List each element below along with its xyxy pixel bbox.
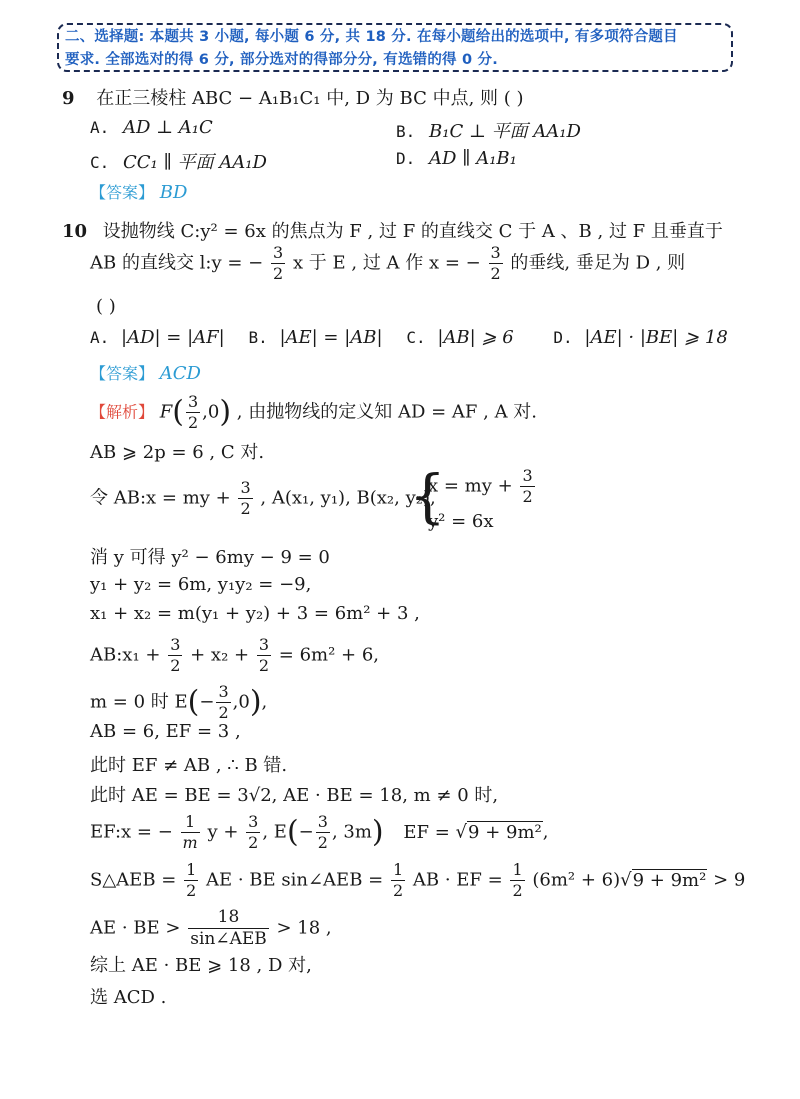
frac-3-2 [216, 684, 230, 721]
q10-stem-row-1 [62, 217, 723, 243]
frac-1-2 [391, 862, 405, 899]
q10-answer-row [90, 361, 201, 384]
q9-answer-label: 【答案】 [90, 183, 155, 202]
q10-opt-d-text: |AE| · |BE| ⩾ 18 [584, 327, 728, 348]
frac-3-2 [316, 814, 330, 851]
frac-3-2 [168, 637, 182, 674]
q10-opt-a-label: A. [90, 328, 110, 347]
analysis-line-14 [90, 909, 332, 948]
frac-num: 3 [273, 243, 284, 262]
s12-f: EF = [403, 821, 456, 843]
q10-opt-c-label: C. [406, 328, 426, 347]
q9-opt-c-text: CC₁ ∥ 平面 AA₁D [123, 152, 267, 173]
q9-opt-c-label: C. [90, 153, 110, 172]
q10-opt-b-text: |AE| = |AB| [279, 327, 383, 348]
frac-num: 18 [217, 907, 240, 927]
frac-den: 2 [522, 487, 533, 506]
s13-f: > 9 [713, 869, 746, 891]
q10-stem-row-2 [90, 245, 685, 282]
q9-option-a [90, 117, 213, 138]
analysis-line-7 [90, 637, 379, 674]
analysis-line-15: 综上 AE · BE ⩾ 18 , D 对, [90, 955, 312, 976]
s14-a: AE · BE > [90, 917, 181, 939]
q9-opt-a-label: A. [90, 118, 110, 137]
q9-opt-b-label: B. [396, 122, 416, 141]
system-brace: { [409, 462, 446, 530]
s1-zero: ,0 [202, 401, 220, 423]
frac-den: 2 [490, 264, 501, 283]
frac-3-2 [257, 637, 271, 674]
q9-option-d [396, 148, 517, 169]
s8-minus: − [199, 691, 215, 713]
frac-den: 2 [218, 703, 229, 722]
frac-den: 2 [273, 264, 284, 283]
frac-18-sin [188, 909, 269, 948]
q9-number: 9 [62, 88, 75, 109]
s12-b: y + [207, 821, 239, 843]
frac-den: 2 [240, 499, 251, 518]
frac-den: 2 [512, 881, 523, 900]
q10-stem-2a: AB 的直线交 l:y = − [90, 252, 264, 274]
s7-b: + x₂ + [190, 644, 250, 666]
q10-blank: ( ) [96, 296, 116, 317]
q10-stem-1: 设抛物线 C:y² = 6x 的焦点为 F , 过 F 的直线交 C 于 A 、B , 过 F 且垂直于 [102, 221, 723, 242]
s12-g: 9 + 9m² [468, 821, 542, 843]
frac-num: 3 [258, 635, 270, 654]
frac-num: 3 [522, 466, 533, 485]
frac-1-2 [184, 862, 198, 899]
s13-a: S△AEB = [90, 869, 177, 891]
frac-num: 3 [240, 478, 251, 497]
analysis-line-4: 消 y 可得 y² − 6my − 9 = 0 [90, 547, 330, 568]
s1-rest: , 由抛物线的定义知 AD = AF , A 对. [236, 401, 538, 423]
analysis-line-11: 此时 AE = BE = 3√2, AE · BE = 18, m ≠ 0 时, [90, 785, 499, 806]
frac-den: 2 [187, 413, 199, 432]
system-eq-1 [428, 468, 537, 505]
s1-f: F [159, 401, 173, 423]
frac-den: 2 [248, 833, 259, 852]
q9-stem-row [62, 84, 524, 110]
analysis-line-2: AB ⩾ 2p = 6 , C 对. [90, 442, 265, 463]
analysis-line-16: 选 ACD . [90, 987, 167, 1008]
q9-answer-value: BD [159, 182, 188, 203]
frac-3-2 [246, 814, 260, 851]
frac-3-2 [520, 468, 534, 505]
instructions-line-1: 二、选择题: 本题共 3 小题, 每小题 6 分, 共 18 分. 在每小题给出的选项中, 有多项符合题目 [65, 29, 678, 45]
frac-num: 1 [392, 860, 404, 879]
s7-c: = 6m² + 6, [278, 644, 380, 666]
s13-c: AB · EF = [412, 869, 503, 891]
frac-1-2 [510, 862, 524, 899]
s3-c: x = my + [428, 475, 513, 497]
analysis-line-13: S△AEB = $\frac{1}{2}$ AE · BE sin∠AEB = $\frac{1}{2}$ AB · EF = $\frac{1}{2}$ (6m² + 6)√9 + 9m² > 9 [90, 860, 746, 900]
analysis-line-5: y₁ + y₂ = 6m, y₁y₂ = −9, [90, 574, 312, 595]
s12-e: , 3m [331, 821, 372, 843]
frac-num: 3 [490, 243, 501, 262]
q9-opt-d-text: AD ∥ A₁B₁ [429, 148, 517, 169]
frac-num: 3 [218, 682, 229, 701]
frac-num: 3 [187, 392, 199, 411]
analysis-line-1: 【解析】 F( $\frac{3}{2}$ ,0) , 由抛物线的定义知 AD = AF , A 对. [90, 392, 538, 432]
s13-d: (6m² + 6) [532, 869, 621, 891]
s8-comma: , [261, 691, 268, 713]
q9-option-b [396, 117, 581, 143]
section-instructions-box [57, 23, 733, 72]
frac-num: 3 [317, 812, 328, 831]
frac-den: 2 [186, 881, 197, 900]
system-eq-2: y² = 6x [428, 511, 494, 532]
q10-answer-value: ACD [159, 363, 201, 384]
s12-c: , E [262, 821, 287, 843]
s8-a: m = 0 时 E [90, 691, 188, 713]
q9-opt-a-text: AD ⊥ A₁C [123, 117, 213, 138]
analysis-line-6: x₁ + x₂ = m(y₁ + y₂) + 3 = 6m² + 3 , [90, 603, 420, 624]
frac-1-m [181, 814, 200, 851]
analysis-line-9: AB = 6, EF = 3 , [90, 721, 241, 742]
q10-options-row [90, 327, 728, 348]
analysis-line-3 [90, 480, 436, 517]
frac-num: 1 [512, 860, 523, 879]
frac-3-2 [238, 480, 252, 517]
instructions-line-2: 要求. 全部选对的得 6 分, 部分选对的得部分分, 有选错的得 0 分. [65, 52, 498, 68]
frac-num: 1 [185, 812, 196, 831]
frac-num: 1 [186, 860, 197, 879]
frac-den: 2 [317, 833, 328, 852]
s12-a: EF:x = − [90, 821, 173, 843]
q10-stem-2b: x 于 E , 过 A 作 x = − [292, 252, 481, 274]
q10-fraction-3-2-a [271, 245, 285, 282]
q10-opt-a-text: |AD| = |AF| [121, 327, 225, 348]
analysis-line-12: EF:x = − $\frac{1}{m}$ y + $\frac{3}{2}$ , E(− $\frac{3}{2}$ , 3m) EF = √9 + 9m², [90, 812, 549, 852]
q10-stem-2c: 的垂线, 垂足为 D , 则 [510, 252, 686, 274]
frac-den: 2 [392, 881, 404, 900]
q9-stem: 在正三棱柱 ABC − A₁B₁C₁ 中, D 为 BC 中点, 则 ( ) [96, 88, 524, 109]
frac-den: sin∠AEB [190, 929, 267, 949]
q10-answer-label: 【答案】 [90, 364, 155, 383]
q9-option-c [90, 148, 267, 174]
q10-number: 10 [62, 221, 88, 242]
analysis-line-10: 此时 EF ≠ AB , ∴ B 错. [90, 755, 288, 776]
frac-num: 3 [170, 635, 181, 654]
q10-opt-d-label: D. [553, 328, 573, 347]
frac-3-2 [186, 394, 200, 431]
analysis-line-8: m = 0 时 E(− $\frac{3}{2}$ ,0), [90, 682, 268, 722]
frac-den: 2 [170, 656, 181, 675]
s3-b: , A(x₁, y₁), B(x₂, y₂), [260, 487, 436, 509]
q10-opt-c-text: |AB| ⩾ 6 [437, 327, 514, 348]
s12-minus: − [298, 821, 314, 843]
s12-h: , [542, 821, 549, 843]
q10-opt-b-label: B. [248, 328, 268, 347]
q10-fraction-3-2-b [489, 245, 503, 282]
s3-a: 令 AB:x = my + [90, 487, 231, 509]
analysis-label: 【解析】 [90, 402, 155, 422]
s8-zero: ,0 [232, 691, 250, 713]
s7-a: AB:x₁ + [90, 644, 161, 666]
q9-opt-d-label: D. [396, 149, 416, 168]
s14-b: > 18 , [276, 917, 332, 939]
frac-den: m [182, 833, 198, 852]
s13-e: 9 + 9m² [632, 869, 707, 891]
s13-b: AE · BE sin∠AEB = [206, 869, 384, 891]
frac-den: 2 [258, 656, 270, 675]
frac-num: 3 [248, 812, 259, 831]
q9-answer-row [90, 180, 187, 203]
q9-opt-b-text: B₁C ⊥ 平面 AA₁D [429, 121, 581, 142]
